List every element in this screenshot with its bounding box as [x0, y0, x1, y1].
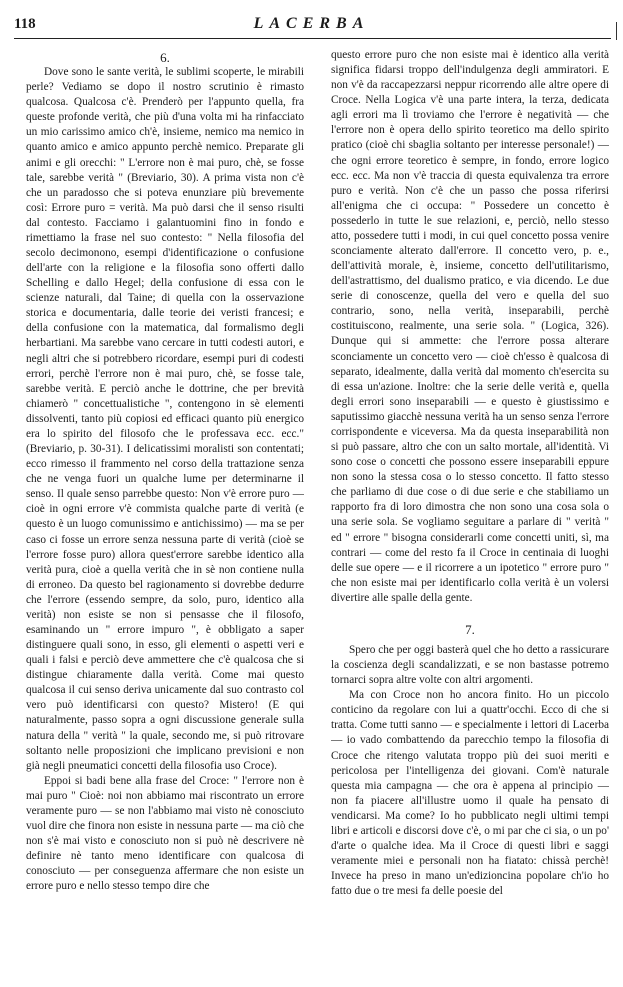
- right-column: [331, 48, 609, 973]
- paragraph-continued: questo errore puro che non esiste mai è identico alla verità significa fidarsi troppo dell'indulgenza degli ammiratori. E non v'è da raccapezzarsi neppur ricorrendo alle altre opere di Croce. Nella Logica v'è una parte intera, la terza, dedicata agli errori ma lì troviamo che l'errore è negatività — che l'errore non è opera dello spirito teoretico ma dello spirito pratico (cioè chi sbaglia soltanto per interesse personale!) — che ogni errore teoretico è sempre, in fondo, errore logico ecc. ecc. Ma non v'è traccia di questa equivalenza tra errore puro e verità. Non c'è che un passo che possa riferirsi all'enigma che ci occupa: " Possedere un concetto è possederlo in tutte le sue relazioni, e, perciò, nello stesso atto, possedere tutti i modi, in cui quel concetto possa venire sconciamente alterato dall'errore. Il concetto vero, p. e., dell'attività morale, è, insieme, concetto dell'utilitarismo, dell'astrattismo, del dualismo pratico, e via dicendo. Le due serie di conoscenze, quella del vero e quella del suo contrario, sono, nella verità, inseparabili, perchè costituiscono, realmente, una serie sola. " (Logica, 326). Dunque qui si ammette: che l'errore possa alterare sconciamente un concetto vero — cioè ch'esso è qualcosa di separato, idealmente, dalla verità dal momento ch'esercita su di essa un'azione. Inoltre: che la serie delle verità e, quella degli errori sono inseparabili — e questo è giustissimo e saputissimo giacchè nessuna verità ha un senso senza l'errore corrispondente e viceversa. Ma da questa inseparabilità non si può passare, altro che con un salto mortale, all'identità. Vi sono cose o concetti che possono essere inseparabili eppure non sono la stessa cosa o lo stesso concetto. Il fatto stesso che parliamo di due cose o di due serie e che stabiliamo un rapporto fra di loro dimostra che non sono una cosa sola o una serie sola. Se vogliamo seguitare a parlare di " verità " ed " errore " bisogna considerarli come concetti uniti, sì, ma contrari — come del resto fa il Croce in centinaia di luoghi delle sue opere — e il ricorrere a un ipotetico " errore puro " che non esiste mai per identificarlo colla verità è un volersi divertire alle spalle della gente.: [331, 49, 609, 604]
- page-number: 118: [14, 16, 36, 32]
- paragraph: Dove sono le sante verità, le sublimi scoperte, le mirabili perle? Vediamo se dopo il nostro scrutinio è rimasto qualcosa. Qualcosa c'è. Prenderò per l'appunto quella, fra queste profonde verità, che più d'una volta mi ha rinfacciato un mio carissimo amico ch'è, insieme, nemico ma nemico in quanto amico e amico appunto perchè nemico. Preparate gli animi e gli orecchi: " L'errore non è mai puro, chè, se fosse tale, sarebbe verità " (Breviario, 30). A prima vista non c'è che un paradosso che si poteva enunziare più brevemente così: Errore puro = verità. Ma può darsi che il senso risulti dal contesto. Facciamo i galantuomini fino in fondo e rimettiamo la frase nel suo contesto: " Nella filosofia del secolo decimonono, esempi d'identificazione o confusione dell'arte con la religione e la filosofia sono offerti dallo Schelling e dallo Hegel; della confusione di essa con le scienze naturali, dal Taine; di quella con la osservazione storica e documentaria, dalle teorie dei veristi francesi; e della confusione con la matematica, dal formalismo degli herbartiani. Ma sarebbe vano cercare in tutti codesti autori, e negli altri che si potrebbero ricordare, esempi puri di codesti errori, perchè l'errore non è mai puro, chè, se fosse tale, sarebbe verità. E perciò anche le dottrine, che per brevità chiamerò " concettualistiche ", contengono in sè elementi dissolventi, tanto più copiosi ed efficaci quanto più energico era lo spirito del filosofo che le professava ecc. ecc." (Breviario, p. 30-31). I delicatissimi moralisti son contentati; ecco rimesso il frammento nel corso della trattazione senza che ne venga fuori un qualche lume per determinarne il senso. Il quale senso parrebbe questo: Non v'è errore puro — cioè in ogni errore v'è commista qualche parte di verità (e questo è un luogo comunissimo e antichissimo) — ma se per caso ci fosse un errore senza nessuna parte di verità (cioè se l'errore fosse puro) allora quest'errore sarebbe identico alla verità pura, cioè a quella verità che in sè non contiene nulla di erroneo. Da questo bel ragionamento si dovrebbe dedurre che l'errore (essendo sempre, da solo, puro, identico alla verità) non esiste se non si pensasse che il filosofo, esaminando un " errore impuro ", è obbligato a saper distinguere quali sono, in esso, gli elementi o aspetti veri e quali i falsi e perciò deve ammettere che c'è qualcosa che si distingue chiaramente dalla verità. Come mai questo qualcosa il cui senso deriva unicamente dal suo contrasto col vero può identificarsi con questo? Mistero! (E qui naturalmente, passo sopra a ogni discussione generale sulla natura della " verità " la quale, secondo me, si può ritrovare soltanto nelle proposizioni che implicano previsioni e non già negli pneumatici concetti della filosofia uso Croce).: [26, 66, 304, 772]
- edge-mark: [616, 22, 617, 40]
- section-number-6: 6.: [160, 50, 170, 65]
- left-column: [26, 50, 304, 975]
- header-rule: [14, 38, 611, 39]
- paragraph: Ma con Croce non ho ancora finito. Ho un piccolo conticino da regolare con lui a quattr'occhi. Ecco di che si tratta. Come tutti sanno — e specialmente i lettori di Lacerba — io vado combattendo da parecchio tempo la filosofia di Croce che ritengo valutata troppo più dei suoi meriti e pericolosa per l'intelligenza dei giovani. Com'è naturale questa mia campagna — che ora è appena al principio — non fa piacere all'illustre uomo il quale ha pensato di vendicarsi. Ma come? Io ho pubblicato negli ultimi tempi libri e articoli e discorsi dove c'è, o mi par che ci sia, o un po' d'arte o qualche idea. Ma il Croce di questi libri e saggi veramente miei e personali non ha fiatato: chissà perchè! Invece ha preso in mano un'edizioncina popolare ch'io ho fatto due o tre mesi fa delle poesie del: [331, 689, 609, 898]
- running-head: LACERBA: [253, 15, 370, 32]
- section-number-7: 7.: [465, 621, 475, 637]
- paragraph: Eppoi si badi bene alla frase del Croce: " l'errore non è mai puro " Cioè: noi non abbiamo mai riscontrato un errore veramente puro — se non l'abbiamo mai visto nè conosciuto vuol dire che finora non esiste in nessuna parte — ma ciò che non s'è mai visto e conosciuto non si può nè descrivere nè definire nè tanto meno identificare con qualcosa di conosciuto — per conseguenza affermare che non esiste un errore puro e nello stesso tempo dire che: [26, 774, 304, 893]
- paragraph: Spero che per oggi basterà quel che ho detto a rassicurare la coscienza degli scandalizzati, e se non bastasse potremo tornarci sopra altre volte con altri argomenti.: [331, 643, 609, 687]
